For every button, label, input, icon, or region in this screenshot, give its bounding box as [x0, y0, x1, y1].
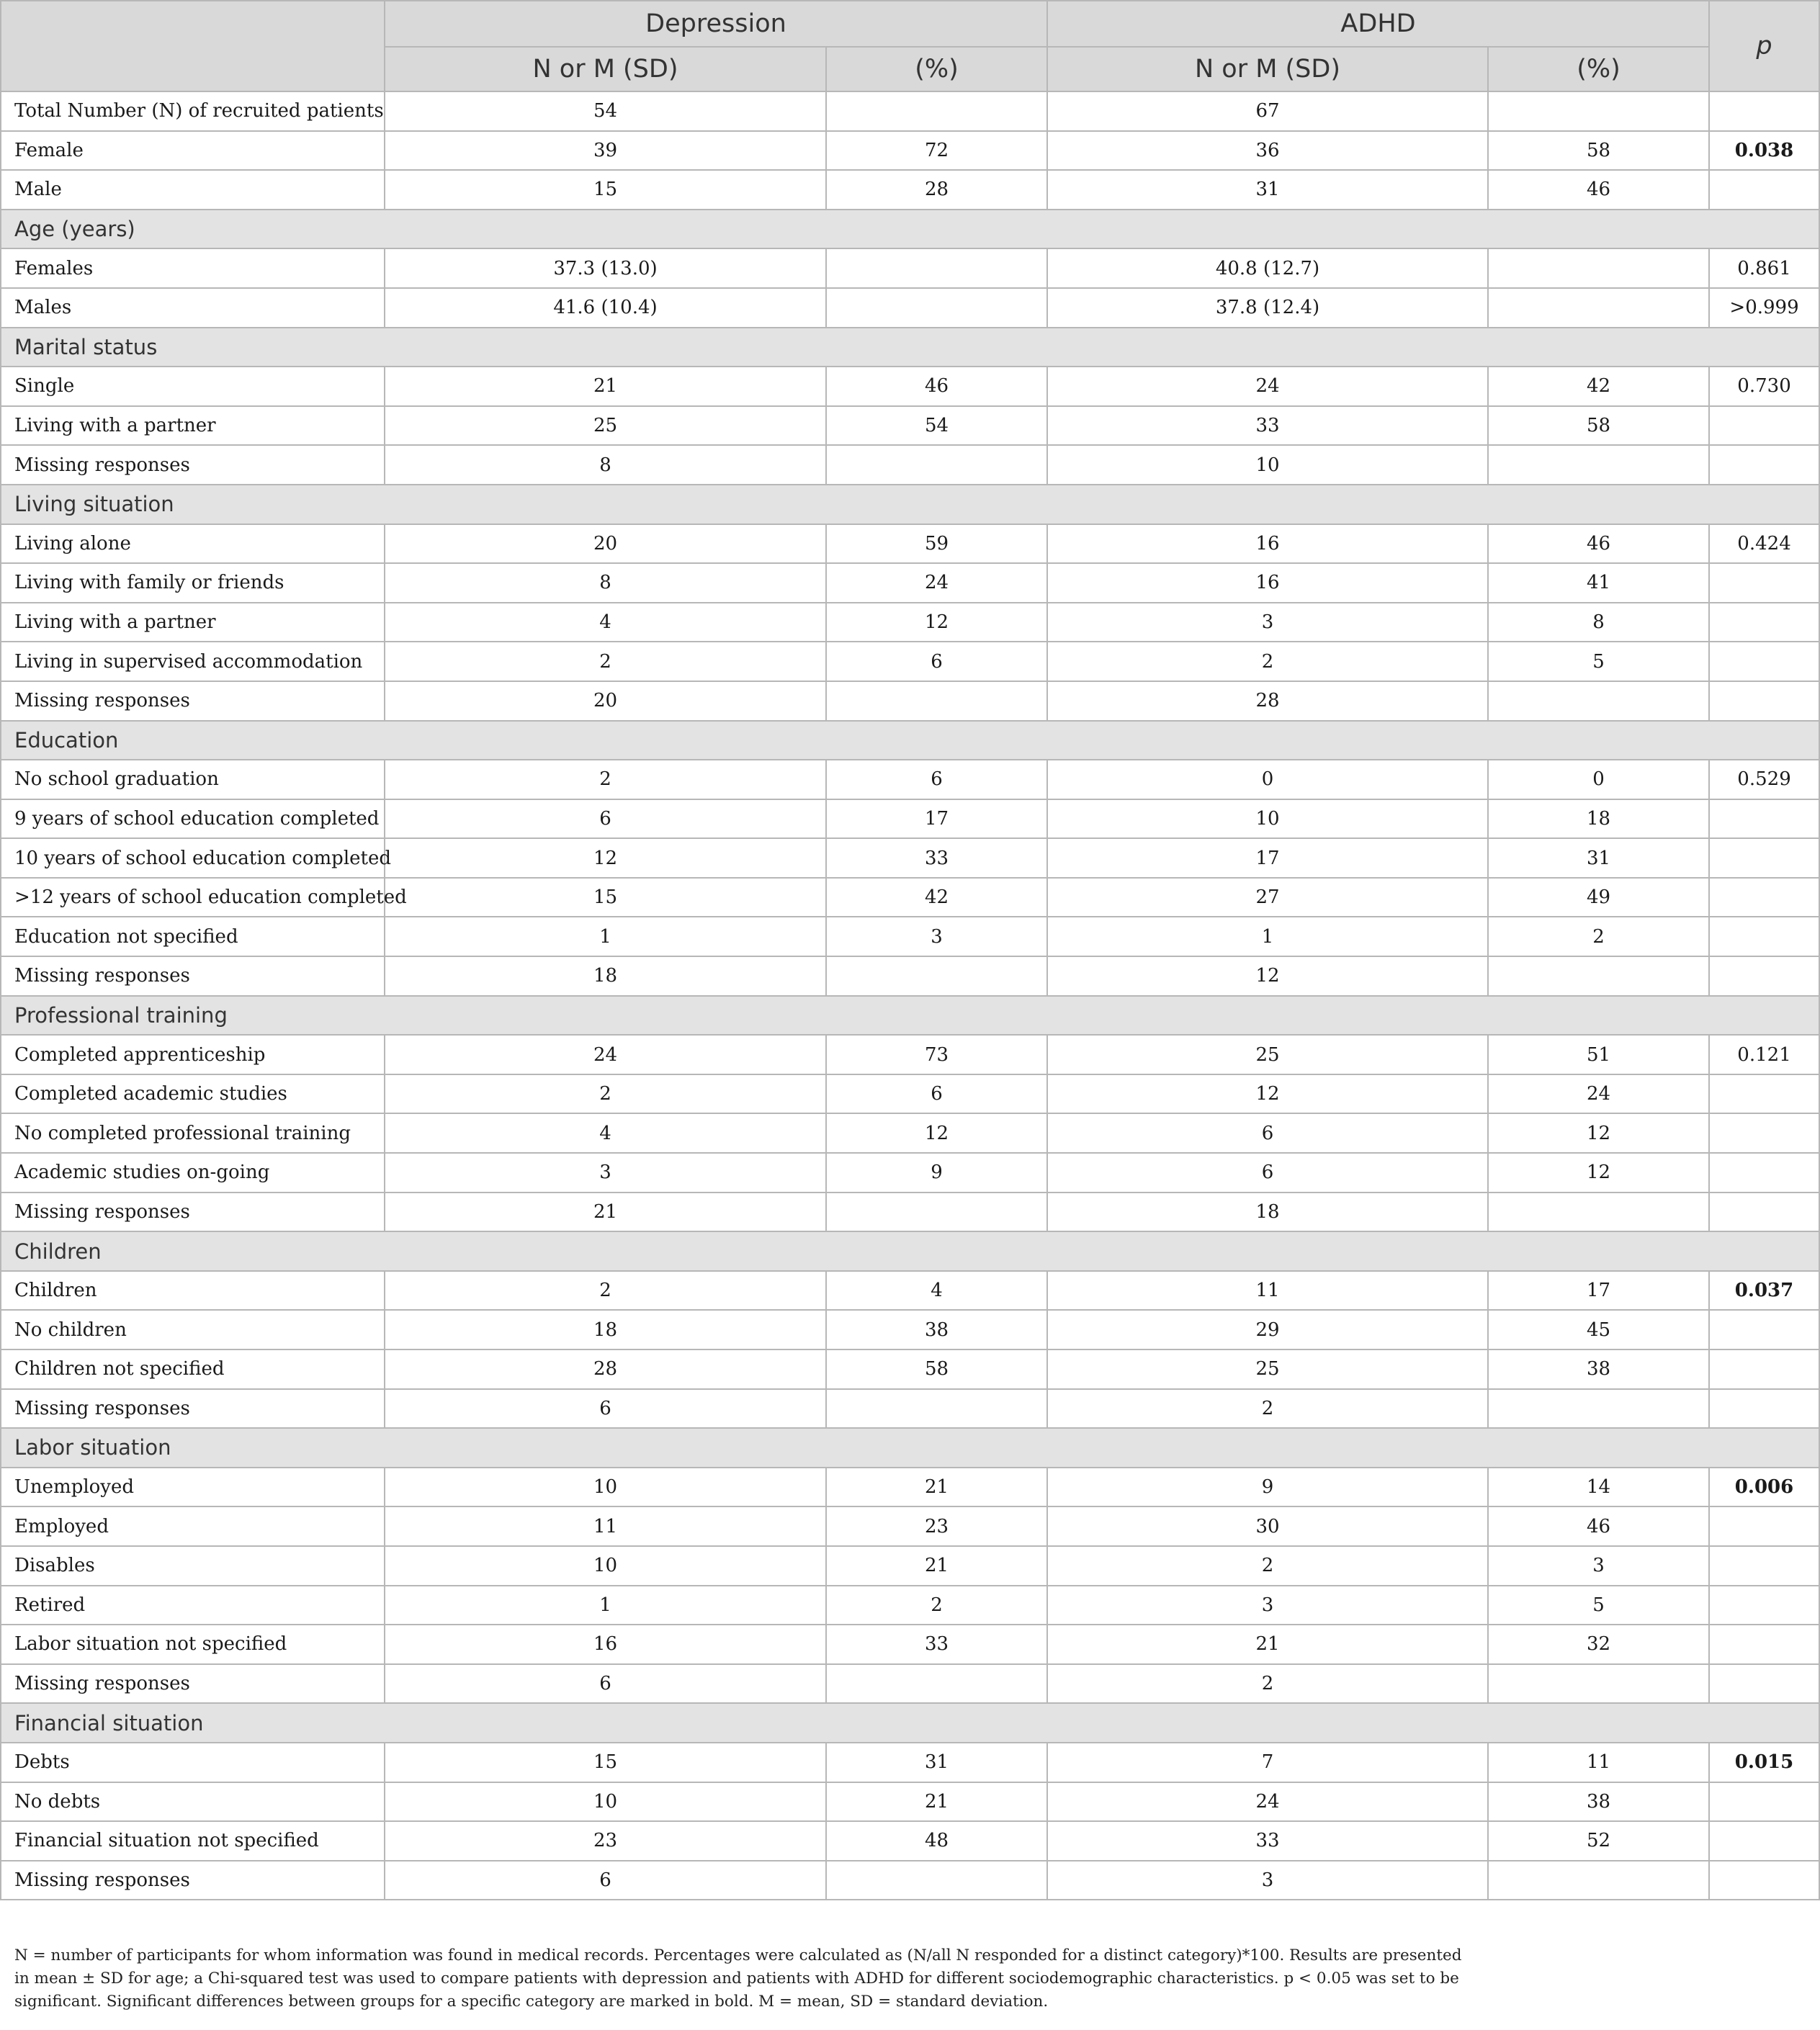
depression-n-cell: 10 [385, 1782, 826, 1822]
row-label: No debts [1, 1782, 385, 1822]
row-label: Males [1, 288, 385, 328]
adhd-pct-cell: 5 [1488, 642, 1709, 681]
p-value-cell: 0.121 [1709, 1035, 1819, 1074]
depression-n-cell: 4 [385, 1113, 826, 1153]
depression-pct-cell: 24 [826, 563, 1047, 603]
header-adhd-pct: (%) [1488, 47, 1709, 91]
header-depression-pct: (%) [826, 47, 1047, 91]
table-row [1, 91, 1819, 131]
p-value-cell [1709, 1546, 1819, 1586]
section-header-row [1, 485, 1819, 524]
p-value-cell [1709, 1782, 1819, 1822]
adhd-pct-cell [1488, 1664, 1709, 1704]
row-label: Financial situation not specified [1, 1821, 385, 1861]
depression-pct-cell: 12 [826, 1113, 1047, 1153]
adhd-n-cell: 37.8 (12.4) [1047, 288, 1488, 328]
adhd-n-cell: 11 [1047, 1271, 1488, 1311]
depression-pct-cell [826, 248, 1047, 288]
row-label: Missing responses [1, 1664, 385, 1704]
depression-n-cell: 10 [385, 1468, 826, 1507]
row-label: Completed academic studies [1, 1074, 385, 1114]
section-label: Living situation [1, 485, 1819, 524]
table-row [1, 445, 1819, 485]
section-header-row [1, 1231, 1819, 1271]
table-header [1, 1, 1819, 91]
table-row [1, 799, 1819, 839]
row-label: Missing responses [1, 681, 385, 721]
depression-pct-cell: 23 [826, 1506, 1047, 1546]
table-row [1, 367, 1819, 406]
row-label: >12 years of school education completed [1, 878, 385, 917]
row-label: No children [1, 1310, 385, 1349]
table-row [1, 1349, 1819, 1389]
depression-n-cell: 2 [385, 642, 826, 681]
depression-pct-cell: 2 [826, 1586, 1047, 1625]
depression-pct-cell: 31 [826, 1743, 1047, 1782]
adhd-n-cell: 7 [1047, 1743, 1488, 1782]
row-label: 9 years of school education completed [1, 799, 385, 839]
row-label: Debts [1, 1743, 385, 1782]
table-row [1, 1782, 1819, 1822]
adhd-pct-cell: 17 [1488, 1271, 1709, 1311]
p-value-cell [1709, 1310, 1819, 1349]
table-footnote: N = number of participants for whom information was found in medical records. Percentages were calculated as (N/all N responded for a distinct category)*100. Results are presented in mean ± SD for age; a Chi-squared test was used to compare patients with depression and patients with ADHD for different sociodemographic characteristics. p < 0.05 was set to be significant. Significant differences between groups for a specific category are marked in bold. M = mean, SD = standard deviation. [14, 1946, 1462, 2011]
table-row [1, 917, 1819, 956]
p-value-cell: 0.730 [1709, 367, 1819, 406]
depression-pct-cell: 3 [826, 917, 1047, 956]
table-row [1, 878, 1819, 917]
adhd-pct-cell [1488, 956, 1709, 996]
section-header-row [1, 328, 1819, 367]
adhd-pct-cell [1488, 1861, 1709, 1900]
depression-n-cell: 10 [385, 1546, 826, 1586]
section-header-row [1, 1703, 1819, 1743]
depression-n-cell: 12 [385, 838, 826, 878]
adhd-n-cell: 2 [1047, 1389, 1488, 1429]
adhd-n-cell: 6 [1047, 1113, 1488, 1153]
p-value-cell [1709, 406, 1819, 446]
depression-n-cell: 41.6 (10.4) [385, 288, 826, 328]
table-row [1, 1861, 1819, 1900]
section-header-row [1, 996, 1819, 1036]
table-row [1, 1035, 1819, 1074]
depression-n-cell: 39 [385, 131, 826, 171]
depression-n-cell: 21 [385, 367, 826, 406]
adhd-pct-cell: 58 [1488, 406, 1709, 446]
row-label: Labor situation not specified [1, 1625, 385, 1664]
depression-pct-cell: 21 [826, 1468, 1047, 1507]
adhd-n-cell: 18 [1047, 1193, 1488, 1232]
adhd-n-cell: 25 [1047, 1349, 1488, 1389]
adhd-n-cell: 33 [1047, 1821, 1488, 1861]
depression-pct-cell [826, 956, 1047, 996]
p-value-cell: 0.006 [1709, 1468, 1819, 1507]
row-label: Employed [1, 1506, 385, 1546]
depression-n-cell: 21 [385, 1193, 826, 1232]
depression-n-cell: 24 [385, 1035, 826, 1074]
header-p-value: p [1709, 1, 1819, 91]
row-label: No completed professional training [1, 1113, 385, 1153]
row-label: Living with family or friends [1, 563, 385, 603]
p-value-cell [1709, 681, 1819, 721]
table-body [1, 91, 1819, 1900]
adhd-pct-cell: 46 [1488, 1506, 1709, 1546]
adhd-n-cell: 1 [1047, 917, 1488, 956]
p-value-cell: 0.424 [1709, 524, 1819, 564]
p-value-cell [1709, 1861, 1819, 1900]
section-header-row [1, 1428, 1819, 1468]
header-adhd: ADHD [1047, 1, 1709, 47]
adhd-pct-cell: 46 [1488, 170, 1709, 210]
p-value-cell [1709, 603, 1819, 642]
depression-n-cell: 1 [385, 1586, 826, 1625]
adhd-n-cell: 3 [1047, 1861, 1488, 1900]
row-label: Living with a partner [1, 603, 385, 642]
table-row [1, 1743, 1819, 1782]
table-row [1, 1506, 1819, 1546]
adhd-n-cell: 27 [1047, 878, 1488, 917]
p-value-cell: 0.038 [1709, 131, 1819, 171]
section-label: Financial situation [1, 1703, 1819, 1743]
p-value-cell: 0.529 [1709, 760, 1819, 799]
adhd-n-cell: 36 [1047, 131, 1488, 171]
adhd-pct-cell: 12 [1488, 1113, 1709, 1153]
table-row [1, 1586, 1819, 1625]
depression-n-cell: 1 [385, 917, 826, 956]
table-row [1, 1821, 1819, 1861]
section-label: Children [1, 1231, 1819, 1271]
adhd-n-cell: 3 [1047, 603, 1488, 642]
row-label: Living with a partner [1, 406, 385, 446]
table-row [1, 1193, 1819, 1232]
section-header-row [1, 721, 1819, 760]
adhd-pct-cell: 31 [1488, 838, 1709, 878]
depression-n-cell: 28 [385, 1349, 826, 1389]
depression-pct-cell: 17 [826, 799, 1047, 839]
p-value-cell [1709, 1586, 1819, 1625]
adhd-n-cell: 17 [1047, 838, 1488, 878]
row-label: Children [1, 1271, 385, 1311]
adhd-n-cell: 28 [1047, 681, 1488, 721]
p-value-cell [1709, 170, 1819, 210]
adhd-n-cell: 29 [1047, 1310, 1488, 1349]
p-value-cell [1709, 642, 1819, 681]
adhd-pct-cell: 58 [1488, 131, 1709, 171]
row-label: Academic studies on-going [1, 1153, 385, 1193]
depression-pct-cell: 33 [826, 838, 1047, 878]
adhd-n-cell: 67 [1047, 91, 1488, 131]
depression-pct-cell [826, 288, 1047, 328]
adhd-n-cell: 30 [1047, 1506, 1488, 1546]
adhd-pct-cell: 2 [1488, 917, 1709, 956]
section-label: Age (years) [1, 210, 1819, 249]
row-label: Living in supervised accommodation [1, 642, 385, 681]
section-label: Professional training [1, 996, 1819, 1036]
adhd-pct-cell: 41 [1488, 563, 1709, 603]
row-label: Male [1, 170, 385, 210]
adhd-pct-cell [1488, 91, 1709, 131]
depression-pct-cell: 72 [826, 131, 1047, 171]
depression-pct-cell [826, 91, 1047, 131]
adhd-n-cell: 25 [1047, 1035, 1488, 1074]
table-row [1, 603, 1819, 642]
depression-pct-cell: 6 [826, 642, 1047, 681]
adhd-pct-cell: 11 [1488, 1743, 1709, 1782]
depression-pct-cell: 21 [826, 1546, 1047, 1586]
adhd-n-cell: 16 [1047, 563, 1488, 603]
header-blank-cell [1, 1, 385, 91]
row-label: Retired [1, 1586, 385, 1625]
adhd-pct-cell [1488, 248, 1709, 288]
header-row-groups [1, 1, 1819, 47]
table-row [1, 248, 1819, 288]
table-row [1, 1546, 1819, 1586]
row-label: Completed apprenticeship [1, 1035, 385, 1074]
table-row [1, 838, 1819, 878]
table-row [1, 1664, 1819, 1704]
depression-n-cell: 15 [385, 878, 826, 917]
adhd-pct-cell: 42 [1488, 367, 1709, 406]
row-label: Children not specified [1, 1349, 385, 1389]
depression-n-cell: 20 [385, 681, 826, 721]
depression-pct-cell: 4 [826, 1271, 1047, 1311]
p-value-cell [1709, 1821, 1819, 1861]
depression-pct-cell [826, 1193, 1047, 1232]
adhd-n-cell: 24 [1047, 1782, 1488, 1822]
table-row [1, 1113, 1819, 1153]
adhd-n-cell: 6 [1047, 1153, 1488, 1193]
row-label: 10 years of school education completed [1, 838, 385, 878]
table-row [1, 170, 1819, 210]
adhd-pct-cell: 24 [1488, 1074, 1709, 1114]
adhd-n-cell: 2 [1047, 642, 1488, 681]
depression-pct-cell [826, 1389, 1047, 1429]
p-value-cell [1709, 1625, 1819, 1664]
adhd-pct-cell [1488, 445, 1709, 485]
adhd-n-cell: 24 [1047, 367, 1488, 406]
depression-pct-cell: 21 [826, 1782, 1047, 1822]
adhd-n-cell: 40.8 (12.7) [1047, 248, 1488, 288]
adhd-n-cell: 12 [1047, 1074, 1488, 1114]
adhd-pct-cell [1488, 288, 1709, 328]
depression-n-cell: 11 [385, 1506, 826, 1546]
p-value-cell [1709, 878, 1819, 917]
adhd-pct-cell: 38 [1488, 1782, 1709, 1822]
depression-n-cell: 54 [385, 91, 826, 131]
depression-pct-cell: 54 [826, 406, 1047, 446]
depression-n-cell: 18 [385, 956, 826, 996]
row-label: Living alone [1, 524, 385, 564]
depression-pct-cell: 42 [826, 878, 1047, 917]
adhd-pct-cell: 5 [1488, 1586, 1709, 1625]
depression-pct-cell [826, 1664, 1047, 1704]
depression-n-cell: 16 [385, 1625, 826, 1664]
p-value-cell [1709, 1349, 1819, 1389]
depression-n-cell: 18 [385, 1310, 826, 1349]
adhd-pct-cell [1488, 1389, 1709, 1429]
depression-pct-cell: 6 [826, 1074, 1047, 1114]
row-label: Missing responses [1, 1389, 385, 1429]
depression-pct-cell: 38 [826, 1310, 1047, 1349]
depression-n-cell: 15 [385, 1743, 826, 1782]
row-label: Education not specified [1, 917, 385, 956]
depression-n-cell: 20 [385, 524, 826, 564]
p-value-cell [1709, 917, 1819, 956]
depression-n-cell: 8 [385, 445, 826, 485]
depression-n-cell: 23 [385, 1821, 826, 1861]
p-value-cell [1709, 799, 1819, 839]
p-value-cell [1709, 1113, 1819, 1153]
depression-pct-cell [826, 681, 1047, 721]
depression-pct-cell: 48 [826, 1821, 1047, 1861]
depression-pct-cell: 28 [826, 170, 1047, 210]
table-row [1, 1271, 1819, 1311]
table-row [1, 681, 1819, 721]
table-row [1, 760, 1819, 799]
depression-pct-cell: 12 [826, 603, 1047, 642]
row-label: No school graduation [1, 760, 385, 799]
depression-pct-cell: 46 [826, 367, 1047, 406]
p-value-cell [1709, 838, 1819, 878]
depression-n-cell: 4 [385, 603, 826, 642]
depression-n-cell: 6 [385, 1664, 826, 1704]
adhd-n-cell: 2 [1047, 1546, 1488, 1586]
depression-n-cell: 2 [385, 760, 826, 799]
row-label: Females [1, 248, 385, 288]
table-row [1, 288, 1819, 328]
depression-pct-cell: 73 [826, 1035, 1047, 1074]
adhd-pct-cell: 18 [1488, 799, 1709, 839]
depression-pct-cell [826, 445, 1047, 485]
adhd-pct-cell: 51 [1488, 1035, 1709, 1074]
table-row [1, 1310, 1819, 1349]
adhd-pct-cell: 0 [1488, 760, 1709, 799]
adhd-pct-cell: 8 [1488, 603, 1709, 642]
row-label: Female [1, 131, 385, 171]
adhd-pct-cell: 46 [1488, 524, 1709, 564]
p-value-cell [1709, 1074, 1819, 1114]
adhd-pct-cell [1488, 1193, 1709, 1232]
depression-n-cell: 6 [385, 1861, 826, 1900]
adhd-pct-cell: 32 [1488, 1625, 1709, 1664]
table-row [1, 1625, 1819, 1664]
adhd-pct-cell [1488, 681, 1709, 721]
row-label: Missing responses [1, 956, 385, 996]
adhd-pct-cell: 38 [1488, 1349, 1709, 1389]
depression-n-cell: 2 [385, 1271, 826, 1311]
p-value-cell: >0.999 [1709, 288, 1819, 328]
depression-pct-cell: 59 [826, 524, 1047, 564]
header-depression: Depression [385, 1, 1047, 47]
p-value-cell [1709, 1506, 1819, 1546]
p-value-cell [1709, 956, 1819, 996]
row-label: Total Number (N) of recruited patients [1, 91, 385, 131]
adhd-n-cell: 21 [1047, 1625, 1488, 1664]
table-row [1, 1074, 1819, 1114]
depression-n-cell: 6 [385, 1389, 826, 1429]
adhd-pct-cell: 49 [1488, 878, 1709, 917]
depression-pct-cell: 58 [826, 1349, 1047, 1389]
depression-n-cell: 6 [385, 799, 826, 839]
header-depression-n: N or M (SD) [385, 47, 826, 91]
depression-n-cell: 8 [385, 563, 826, 603]
adhd-n-cell: 31 [1047, 170, 1488, 210]
header-adhd-n: N or M (SD) [1047, 47, 1488, 91]
adhd-n-cell: 0 [1047, 760, 1488, 799]
p-value-cell [1709, 1153, 1819, 1193]
depression-n-cell: 3 [385, 1153, 826, 1193]
adhd-n-cell: 33 [1047, 406, 1488, 446]
table-row [1, 1468, 1819, 1507]
adhd-n-cell: 2 [1047, 1664, 1488, 1704]
p-value-cell [1709, 1389, 1819, 1429]
row-label: Missing responses [1, 445, 385, 485]
depression-n-cell: 15 [385, 170, 826, 210]
table-row [1, 956, 1819, 996]
depression-pct-cell: 9 [826, 1153, 1047, 1193]
row-label: Missing responses [1, 1861, 385, 1900]
p-value-cell: 0.015 [1709, 1743, 1819, 1782]
adhd-n-cell: 9 [1047, 1468, 1488, 1507]
table-row [1, 1389, 1819, 1429]
depression-n-cell: 2 [385, 1074, 826, 1114]
section-label: Marital status [1, 328, 1819, 367]
p-value-cell [1709, 91, 1819, 131]
p-value-cell [1709, 445, 1819, 485]
adhd-pct-cell: 14 [1488, 1468, 1709, 1507]
depression-pct-cell: 6 [826, 760, 1047, 799]
table-row [1, 406, 1819, 446]
p-value-cell: 0.037 [1709, 1271, 1819, 1311]
adhd-n-cell: 3 [1047, 1586, 1488, 1625]
section-header-row [1, 210, 1819, 249]
adhd-pct-cell: 3 [1488, 1546, 1709, 1586]
row-label: Unemployed [1, 1468, 385, 1507]
table-row [1, 1153, 1819, 1193]
row-label: Disables [1, 1546, 385, 1586]
adhd-pct-cell: 52 [1488, 1821, 1709, 1861]
p-value-cell [1709, 1664, 1819, 1704]
adhd-n-cell: 10 [1047, 799, 1488, 839]
adhd-pct-cell: 12 [1488, 1153, 1709, 1193]
table-row [1, 524, 1819, 564]
p-value-cell: 0.861 [1709, 248, 1819, 288]
adhd-n-cell: 16 [1047, 524, 1488, 564]
p-value-cell [1709, 1193, 1819, 1232]
row-label: Missing responses [1, 1193, 385, 1232]
table-row [1, 642, 1819, 681]
table-row [1, 131, 1819, 171]
row-label: Single [1, 367, 385, 406]
adhd-n-cell: 10 [1047, 445, 1488, 485]
section-label: Education [1, 721, 1819, 760]
depression-pct-cell: 33 [826, 1625, 1047, 1664]
adhd-n-cell: 12 [1047, 956, 1488, 996]
p-value-cell [1709, 563, 1819, 603]
depression-n-cell: 25 [385, 406, 826, 446]
adhd-pct-cell: 45 [1488, 1310, 1709, 1349]
table-row [1, 563, 1819, 603]
depression-n-cell: 37.3 (13.0) [385, 248, 826, 288]
section-label: Labor situation [1, 1428, 1819, 1468]
depression-pct-cell [826, 1861, 1047, 1900]
